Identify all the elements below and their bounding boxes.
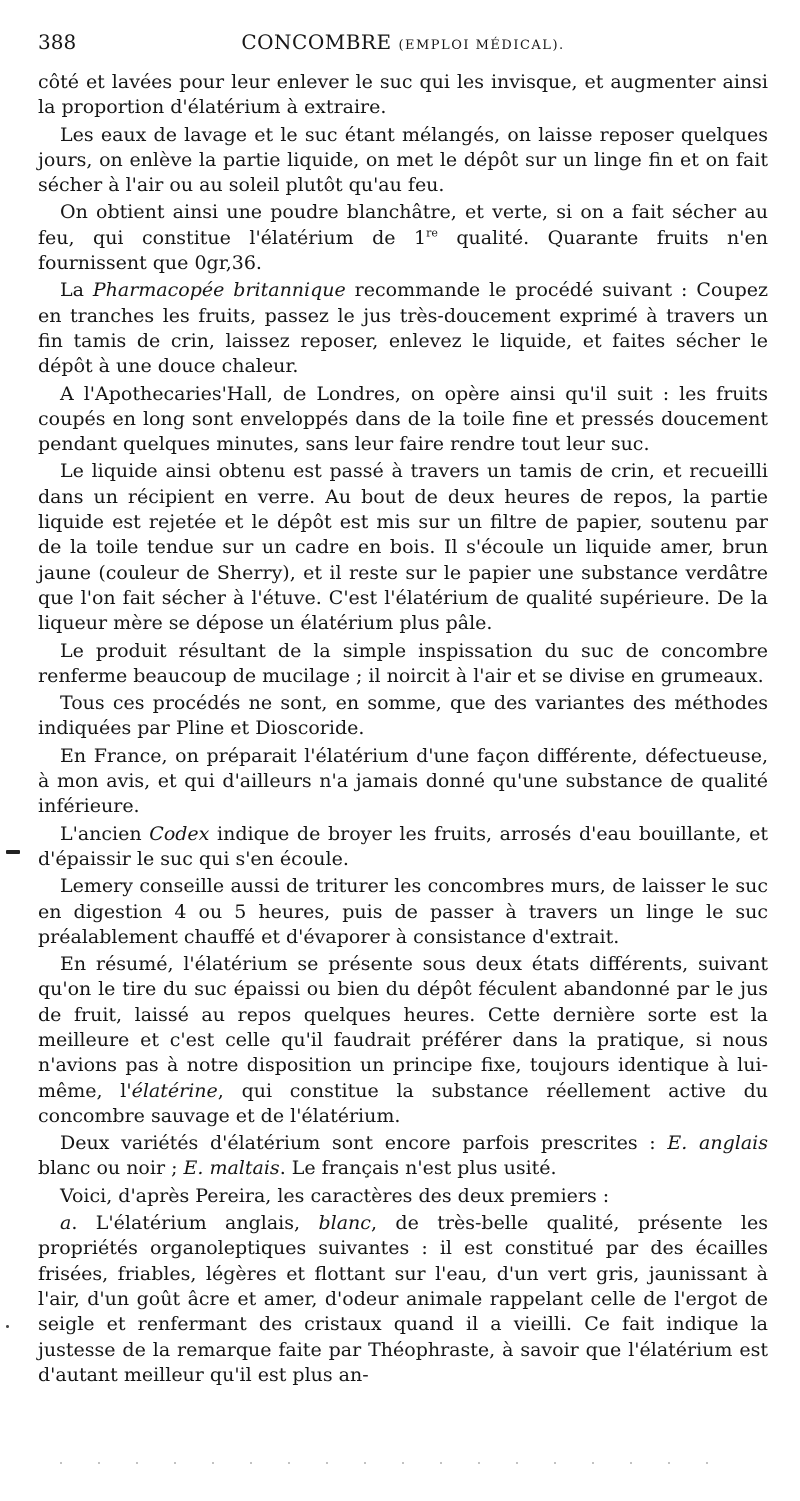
margin-dash-mark bbox=[6, 850, 20, 854]
running-title-main: CONCOMBRE bbox=[241, 30, 392, 54]
paragraph-text: . L'élatérium anglais, bbox=[71, 1212, 319, 1235]
paragraph-text: . Le français n'est plus usité. bbox=[279, 1157, 557, 1180]
running-title-sub: (EMPLOI MÉDICAL). bbox=[398, 38, 565, 53]
paragraph-text: Le produit résultant de la simple inspissation du suc de concombre renferme beaucoup de mucilage ; il noircit à l'air et se divise en grumeaux. bbox=[38, 639, 768, 687]
paragraph-text: En résumé, l'élatérium se présente sous deux états différents, suivant qu'on le tire du suc épaissi ou bien du dépôt féculent abandonné par le jus de fruit, laissé au repos quelques heures. Cette dernière sorte est la meilleure et c'est celle qu'il faudrait préférer dans la pratique, si nous n'avions pas à notre disposition un principe fixe, toujours identique à lui-même, l' bbox=[38, 953, 768, 1102]
paragraph-text: La bbox=[60, 279, 93, 302]
paragraph-text: Le liquide ainsi obtenu est passé à travers un tamis de crin, et recueilli dans un récipient en verre. Au bout de deux heures de repos, la partie liquide est rejetée et le dépôt est mis sur un filtre de papier, soutenu par de la toile tendue sur un cadre en bois. Il s'écoule un liquide amer, brun jaune (couleur de Sherry), et il reste sur le papier une substance verdâtre que l'on fait sécher à l'étuve. C'est l'élatérium de qualité supérieure. De la liqueur mère se dépose un élatérium plus pâle. bbox=[38, 460, 768, 635]
paragraph bbox=[38, 691, 768, 742]
paragraph-text: L'ancien bbox=[60, 822, 150, 845]
paragraph bbox=[38, 459, 768, 636]
italic-text: élatérine bbox=[131, 1079, 218, 1102]
paragraph-text: A l'Apothecaries'Hall, de Londres, on opère ainsi qu'il suit : les fruits coupés en long sont enveloppés dans de la toile fine et pressés doucement pendant quelques minutes, sans leur faire rendre tout leur suc. bbox=[38, 382, 768, 456]
paragraph-text: recommande le procédé suivant : Coupez en tranches les fruits, passez le jus très-doucement exprimé à travers un fin tamis de crin, laissez reposer, enlevez le liquide, et faites sécher le dépôt à une douce chaleur. bbox=[38, 279, 768, 378]
paragraph-text: Les eaux de lavage et le suc étant mélangés, on laisse reposer quelques jours, on enlève la partie liquide, on met le dépôt sur un linge fin et on fait sécher à l'air ou au soleil plutôt qu'au feu. bbox=[38, 123, 768, 197]
paragraph-text: Voici, d'après Pereira, les caractères des deux premiers : bbox=[60, 1184, 610, 1207]
paragraph bbox=[38, 200, 768, 276]
paragraph-text: En France, on préparait l'élatérium d'une façon différente, défectueuse, à mon avis, et qui d'ailleurs n'a jamais donné qu'une substance de qualité inférieure. bbox=[38, 744, 768, 818]
italic-text: Pharmacopée britannique bbox=[92, 279, 346, 302]
paragraph-text: côté et lavées pour leur enlever le suc qui les invisque, et augmenter ainsi la proportion d'élatérium à extraire. bbox=[38, 71, 768, 119]
italic-text: E. maltais bbox=[183, 1157, 280, 1180]
italic-text: E. anglais bbox=[667, 1132, 768, 1155]
italic-text: blanc bbox=[318, 1212, 371, 1235]
paragraph bbox=[38, 70, 768, 121]
paragraph bbox=[38, 639, 768, 690]
paragraph-text: Tous ces procédés ne sont, en somme, que des variantes des méthodes indiquées par Pline et Dioscoride. bbox=[38, 692, 768, 740]
page-header bbox=[38, 30, 768, 58]
italic-text: a bbox=[60, 1212, 72, 1235]
paragraph-text: , qui constitue la substance réellement active du concombre sauvage et de l'élatérium. bbox=[38, 1079, 768, 1127]
paragraph bbox=[38, 952, 768, 1129]
superscript-text: re bbox=[426, 226, 438, 240]
paragraph-text: , de très-belle qualité, présente les propriétés organoleptiques suivantes : il est constitué par des écailles frisées, friables, légères et flottant sur l'eau, d'un vert gris, jaunissant à l'air, d'un goût âcre et amer, d'odeur animale rappelant celle de l'ergot de seigle et renfermant des cristaux quand il a vieilli. Ce fait indique la justesse de la remarque faite par Théophraste, à savoir que l'élatérium est d'autant meilleur qu'il est plus an- bbox=[38, 1212, 769, 1386]
paragraph bbox=[38, 744, 768, 820]
paragraph bbox=[38, 874, 768, 950]
italic-text: Codex bbox=[149, 822, 210, 845]
page-number: 388 bbox=[38, 30, 77, 54]
paragraph bbox=[38, 278, 768, 379]
paragraph bbox=[38, 1184, 768, 1209]
paragraph-text: On obtient ainsi une poudre blanchâtre, et verte, si on a fait sécher au feu, qui constitue l'élatérium de 1 bbox=[38, 201, 768, 249]
paragraph bbox=[38, 382, 768, 458]
paragraph bbox=[38, 1211, 768, 1388]
paragraph bbox=[38, 123, 768, 199]
body-text bbox=[38, 70, 768, 1390]
scan-artifact-line bbox=[60, 1462, 720, 1464]
paragraph-text: Deux variétés d'élatérium sont encore parfois prescrites : bbox=[60, 1132, 668, 1155]
paragraph bbox=[38, 1131, 768, 1182]
paragraph-text: indique de broyer les fruits, arrosés d'eau bouillante, et d'épaissir le suc qui s'en écoule. bbox=[38, 822, 768, 870]
paragraph-text: qualité. Quarante fruits n'en fournissent que 0gr,36. bbox=[38, 226, 768, 275]
paragraph-text: Lemery conseille aussi de triturer les concombres murs, de laisser le suc en digestion 4 ou 5 heures, puis de passer à travers un linge le suc préalablement chauffé et d'évaporer à consistance d'extrait. bbox=[38, 875, 768, 948]
paragraph-text: blanc ou noir ; bbox=[38, 1157, 184, 1180]
paragraph bbox=[38, 822, 768, 873]
margin-dot-mark bbox=[6, 1325, 9, 1328]
running-title bbox=[38, 30, 768, 54]
